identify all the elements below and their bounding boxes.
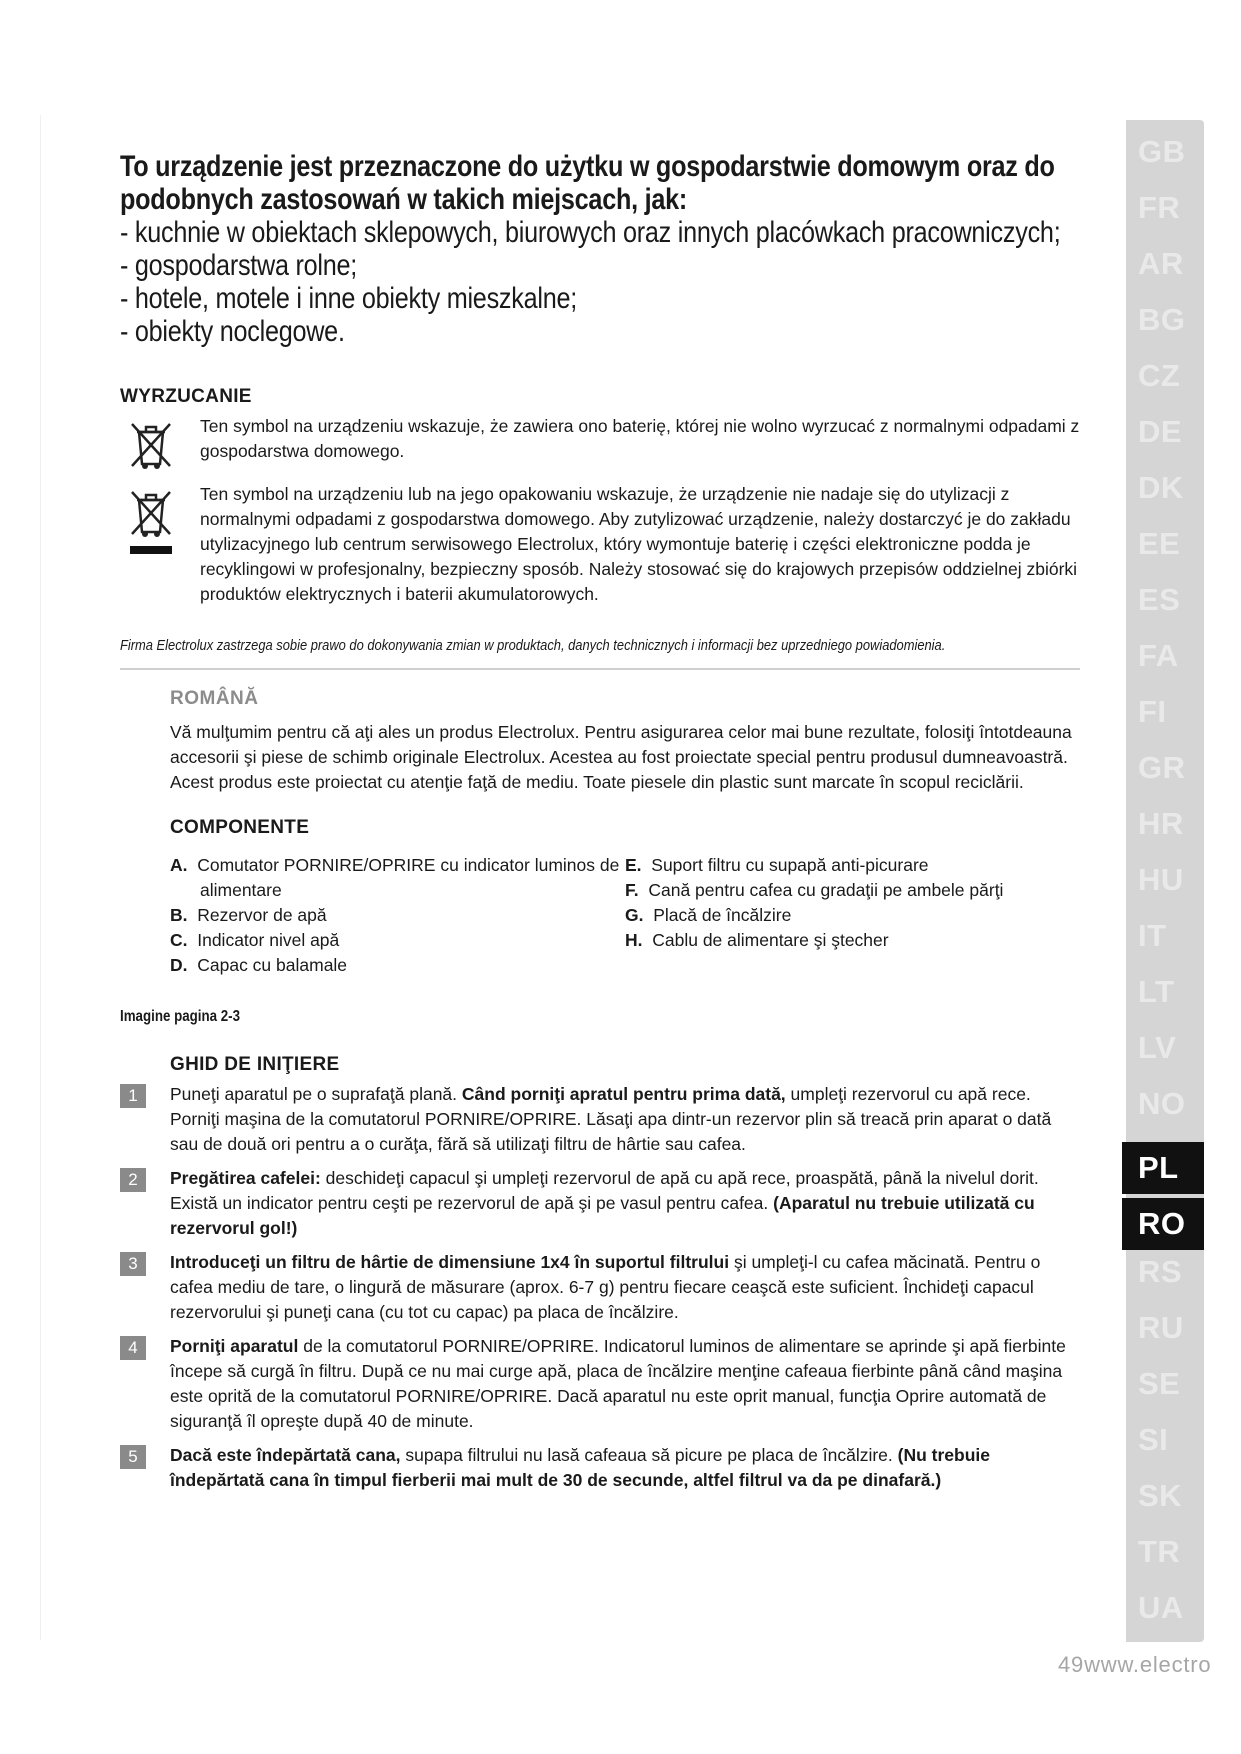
weee-disposal-row [120, 482, 1080, 607]
language-tab-sk[interactable]: SK [1138, 1478, 1183, 1513]
disclaimer-note: Firma Electrolux zastrzega sobie prawo do dokonywania zmian w produktach, danych technicznych i informacji bez uprzedniego powiadomienia. [120, 637, 946, 654]
language-tab-bg[interactable]: BG [1138, 302, 1186, 337]
intro-item: - hotele, motele i inne obiekty mieszkalne; [120, 282, 578, 315]
battery-disposal-text: Ten symbol na urządzeniu wskazuje, że zawiera ono baterię, której nie wolno wyrzucać z normalnymi odpadami z gospodarstwa domowego. [200, 416, 1080, 461]
language-tab-es[interactable]: ES [1138, 582, 1181, 617]
language-tab-pl[interactable]: PL [1122, 1142, 1204, 1194]
guide-step: 2 Pregătirea cafelei: deschideţi capacul şi umpleţi rezervorul de apă cu apă rece, proaspătă, până la nivelul dorit. Există un indicator pentru ceşti pe rezervorul de apă şi pe vasul pentru cafea. (Aparatul nu trebuie utilizată cu rezervorul gol!) [120, 1166, 1080, 1241]
disposal-heading: WYRZUCANIE [120, 386, 252, 407]
language-tab-tr[interactable]: TR [1138, 1534, 1181, 1569]
language-tab-hu[interactable]: HU [1138, 862, 1184, 897]
weee-disposal-text: Ten symbol na urządzeniu lub na jego opakowaniu wskazuje, że urządzenie nie nadaje się do utylizacji z normalnymi odpadami z gospodarstwa domowego. Aby zutylizować urządzenie, należy dostarczyć je do zakładu utylizacyjnego lub centrum serwisowego Electrolux, który wymontuje baterię i części elektroniczne podda je recyklingowi w profesjonalny, bezpieczny sposób. Należy stosować się do krajowych przepisów oddzielnej zbiórki produktów elektrycznych i baterii akumulatorowych. [200, 484, 1078, 604]
romana-text: Vă mulţumim pentru că aţi ales un produs Electrolux. Pentru asigurarea celor mai bune rezultate, folosiţi întotdeauna accesorii şi piese de schimb originale Electrolux. Acestea au fost proiectate special pentru produsul dumneavoastră. Acest produs este proiectat cu atenţie faţă de mediu. Toate piesele din plastic sunt marcate în scopul reciclării. [170, 722, 1072, 792]
component-item: C. Indicator nivel apă [170, 930, 340, 950]
romana-heading: ROMÂNĂ [170, 688, 259, 709]
section-divider [120, 668, 1080, 670]
component-item: A. Comutator PORNIRE/OPRIRE cu indicator luminos de alimentare [170, 855, 620, 900]
component-item: F. Cană pentru cafea cu gradaţii pe ambele părţi [625, 880, 1004, 900]
intro-block [120, 150, 1080, 348]
component-item: D. Capac cu balamale [170, 955, 348, 975]
language-tab-it[interactable]: IT [1138, 918, 1167, 953]
language-tab-gb[interactable]: GB [1138, 134, 1186, 169]
language-tab-cz[interactable]: CZ [1138, 358, 1181, 393]
component-item: G. Placă de încălzire [625, 905, 792, 925]
main-content [120, 150, 1080, 1493]
step-number: 4 [120, 1336, 146, 1360]
guide-step: 1 Puneţi aparatul pe o suprafaţă plană. Când porniţi apratul pentru prima dată, umpleţi rezervorul cu apă rece. Porniţi maşina de la comutatorul PORNIRE/OPRIRE. Lăsaţi apa dintr-un rezervor plin să treacă prin aparat o dată sau de două ori pentru a o curăţa, fără să utilizaţi filtru de hârtie sau cafea. [120, 1082, 1080, 1157]
romana-section [120, 688, 1080, 978]
language-tab-hr[interactable]: HR [1138, 806, 1184, 841]
language-tab-fr[interactable]: FR [1138, 190, 1181, 225]
crossed-bin-icon [124, 416, 178, 479]
guide-step: 4 Porniţi aparatul de la comutatorul PORNIRE/OPRIRE. Indicatorul luminos de alimentare se aprinde şi apă fierbinte începe să curgă în filtru. După ce nu mai curge apă, placa de încălzire menţine cafeaua fierbinte până când maşina este oprită de la comutatorul PORNIRE/OPRIRE. Dacă aparatul nu este oprit manual, funcţia Oprire automată de siguranţă îl opreşte după 40 de minute. [120, 1334, 1080, 1434]
components-left-column [170, 853, 625, 978]
guide-step: 5 Dacă este îndepărtată cana, supapa filtrului nu lasă cafeaua să picure pe placa de încălzire. (Nu trebuie îndepărtată cana în timpul fierberii mai mult de 30 de secunde, altfel filtrul va da pe dinafară.) [120, 1443, 1080, 1493]
language-tab-lt[interactable]: LT [1138, 974, 1175, 1009]
page-footer: 49www.electro [1058, 1652, 1212, 1677]
components-heading: COMPONENTE [170, 817, 310, 838]
language-tab-ua[interactable]: UA [1138, 1590, 1184, 1625]
step-number: 1 [120, 1084, 146, 1108]
image-reference: Imagine pagina 2-3 [120, 1008, 241, 1025]
components-list [170, 853, 1080, 978]
language-tab-fi[interactable]: FI [1138, 694, 1167, 729]
step-number: 5 [120, 1445, 146, 1469]
language-tab-si[interactable]: SI [1138, 1422, 1169, 1457]
language-tab-fa[interactable]: FA [1138, 638, 1179, 673]
guide-heading: GHID DE INIŢIERE [170, 1054, 340, 1075]
language-tab-ru[interactable]: RU [1138, 1310, 1184, 1345]
guide-steps [120, 1082, 1080, 1493]
step-number: 3 [120, 1252, 146, 1276]
language-tab-ar[interactable]: AR [1138, 246, 1184, 281]
language-tabs [1126, 120, 1204, 1642]
component-item: B. Rezervor de apă [170, 905, 327, 925]
page-edge-line [40, 115, 41, 1640]
intro-item: - kuchnie w obiektach sklepowych, biurowych oraz innych placówkach pracowniczych; [120, 216, 1061, 249]
intro-item: - obiekty noclegowe. [120, 315, 345, 348]
step-number: 2 [120, 1168, 146, 1192]
language-tab-de[interactable]: DE [1138, 414, 1183, 449]
intro-title-line1: To urządzenie jest przeznaczone do użytku w gospodarstwie domowym oraz do [120, 150, 1055, 183]
intro-item: - gospodarstwa rolne; [120, 249, 358, 282]
intro-title-line2: podobnych zastosowań w takich miejscach, jak: [120, 183, 688, 216]
language-tab-ee[interactable]: EE [1138, 526, 1181, 561]
guide-step: 3 Introduceţi un filtru de hârtie de dimensiune 1x4 în suportul filtrului şi umpleţi-l cu cafea măcinată. Pentru o cafea mediu de tare, o lingură de măsurare (aprox. 6-7 g) pentru fiecare ceaşcă este suficient. Închideţi capacul rezervorului şi puneţi cana (cu tot cu capac) pa placa de încălzire. [120, 1250, 1080, 1325]
language-tab-gr[interactable]: GR [1138, 750, 1186, 785]
language-tab-dk[interactable]: DK [1138, 470, 1184, 505]
battery-disposal-row [120, 414, 1080, 464]
component-item: H. Cablu de alimentare şi ştecher [625, 930, 889, 950]
components-right-column [625, 853, 1080, 978]
language-tab-no[interactable]: NO [1138, 1086, 1186, 1121]
language-tab-rs[interactable]: RS [1138, 1254, 1183, 1289]
language-tab-se[interactable]: SE [1138, 1366, 1181, 1401]
crossed-bin-bar-icon [124, 484, 178, 563]
language-tab-lv[interactable]: LV [1138, 1030, 1177, 1065]
language-tab-ro[interactable]: RO [1122, 1198, 1204, 1250]
component-item: E. Suport filtru cu supapă anti-picurare [625, 855, 929, 875]
